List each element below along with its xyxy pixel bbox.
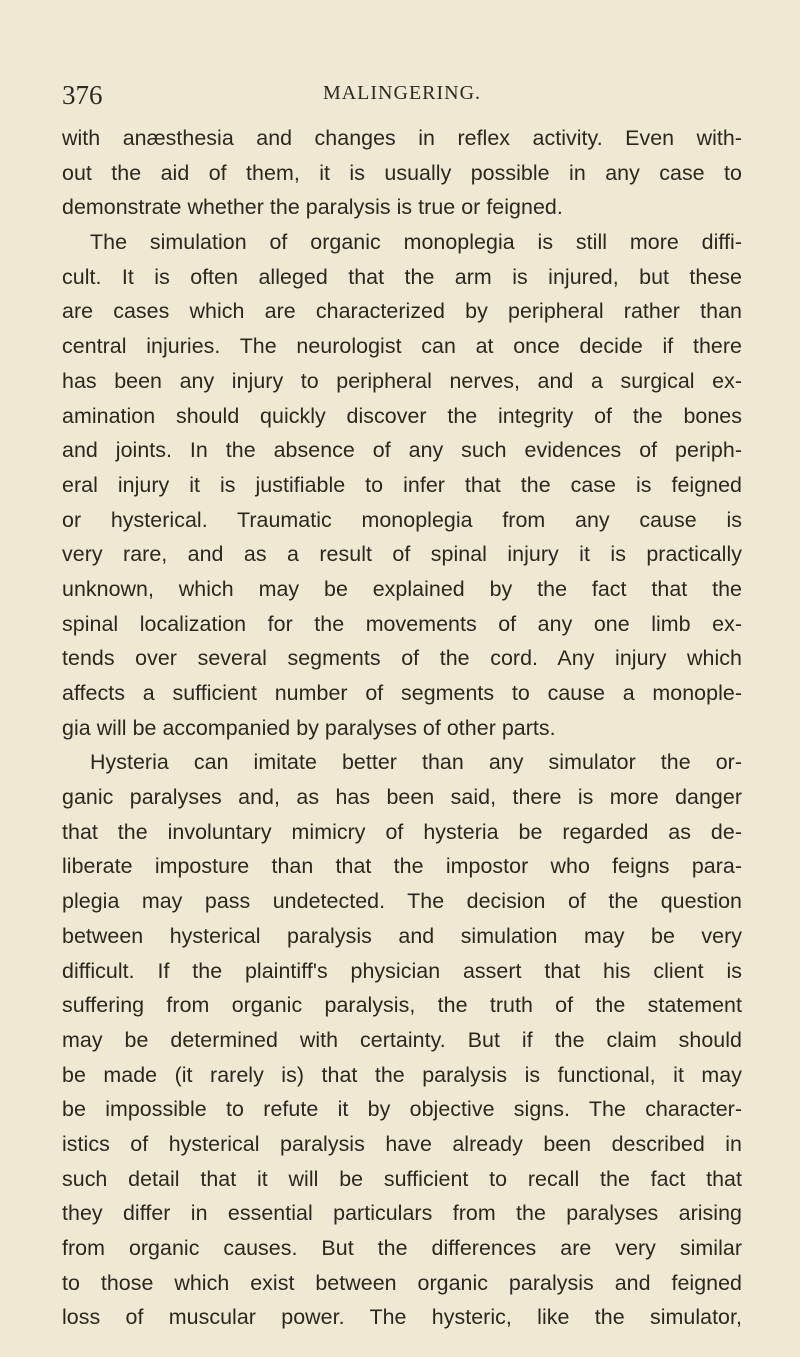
body-text — [62, 121, 742, 1335]
text-line: liberate imposture than that the impostor who feigns para- — [62, 854, 742, 879]
text-line: gia will be accompanied by paralyses of other parts. — [62, 715, 556, 740]
text-line: very rare, and as a result of spinal injury it is practically — [62, 542, 742, 567]
text-line: has been any injury to peripheral nerves, and a surgical ex- — [62, 368, 742, 393]
running-head: MALINGERING. — [322, 82, 482, 104]
text-line: The simulation of organic monoplegia is still more diffi- — [90, 230, 742, 255]
text-line: istics of hysterical paralysis have already been described in — [62, 1131, 742, 1156]
text-line: spinal localization for the movements of any one limb ex- — [62, 611, 742, 636]
page-number: 376 — [62, 80, 103, 110]
text-line: loss of muscular power. The hysteric, like the simulator, — [62, 1305, 742, 1330]
text-line: are cases which are characterized by peripheral rather than — [62, 299, 742, 324]
text-line: may be determined with certainty. But if the claim should — [62, 1027, 742, 1052]
text-line: difficult. If the plaintiff's physician assert that his client is — [62, 958, 742, 983]
text-line: be made (it rarely is) that the paralysis is functional, it may — [62, 1062, 742, 1087]
text-line: central injuries. The neurologist can at once decide if there — [62, 334, 742, 359]
text-line: with anæsthesia and changes in reflex activity. Even with- — [62, 126, 742, 150]
text-line: or hysterical. Traumatic monoplegia from any cause is — [62, 507, 742, 532]
text-line: cult. It is often alleged that the arm is injured, but these — [62, 264, 742, 289]
text-line: tends over several segments of the cord. Any injury which — [62, 646, 742, 671]
text-line: demonstrate whether the paralysis is true or feigned. — [62, 195, 563, 220]
text-line: from organic causes. But the differences are very similar — [62, 1236, 742, 1260]
text-line: unknown, which may be explained by the fact that the — [62, 576, 742, 601]
text-line: eral injury it is justifiable to infer that the case is feigned — [62, 472, 742, 497]
text-line: to those which exist between organic paralysis and feigned — [62, 1270, 742, 1295]
text-line: between hysterical paralysis and simulation may be very — [62, 923, 742, 948]
text-line: that the involuntary mimicry of hysteria be regarded as de- — [62, 819, 742, 844]
text-line: out the aid of them, it is usually possible in any case to — [62, 160, 742, 185]
text-line: be impossible to refute it by objective signs. The character- — [62, 1097, 742, 1122]
text-line: ganic paralyses and, as has been said, there is more danger — [62, 785, 742, 810]
text-line: they differ in essential particulars from the paralyses arising — [62, 1201, 742, 1226]
text-line: such detail that it will be sufficient to recall the fact that — [62, 1166, 742, 1191]
text-line: and joints. In the absence of any such evidences of periph- — [62, 438, 742, 463]
text-line: plegia may pass undetected. The decision of the question — [62, 889, 742, 914]
page-header — [62, 76, 742, 116]
text-line: amination should quickly discover the integrity of the bones — [62, 403, 742, 428]
text-line: suffering from organic paralysis, the truth of the statement — [62, 993, 742, 1018]
text-line: Hysteria can imitate better than any simulator the or- — [90, 750, 742, 775]
text-line: affects a sufficient number of segments to cause a monople- — [62, 681, 742, 705]
